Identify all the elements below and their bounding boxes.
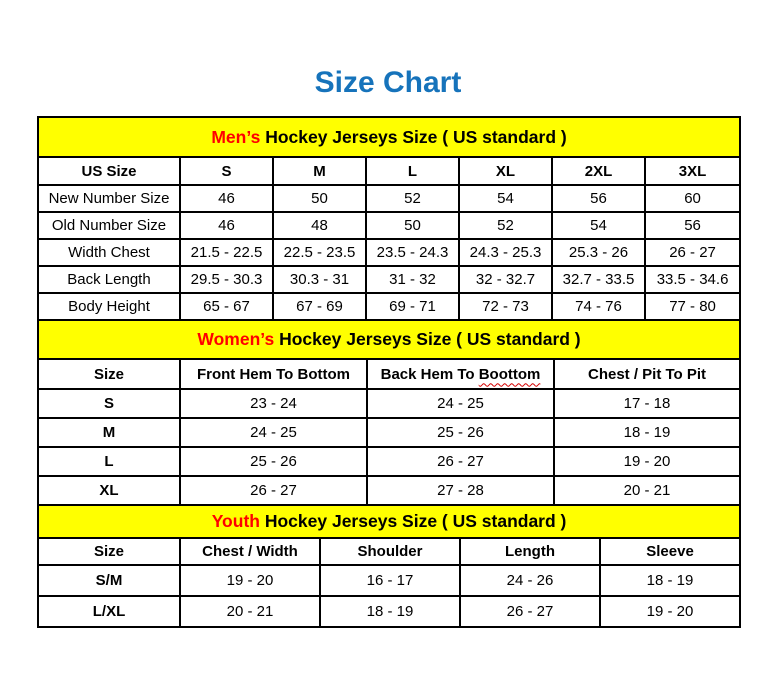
cell: 24 - 25: [180, 418, 367, 447]
cell: 31 - 32: [366, 266, 459, 293]
row-label: Width Chest: [38, 239, 180, 266]
youth-section-title-rest: Hockey Jerseys Size ( US standard ): [264, 511, 567, 531]
youth-header-chest-width: Chest / Width: [180, 538, 320, 565]
table-row: [38, 212, 740, 239]
cell: 26 - 27: [367, 447, 554, 476]
cell: 18 - 19: [600, 565, 740, 596]
womens-size-table: [37, 319, 741, 506]
cell: 23 - 24: [180, 389, 367, 418]
cell: 26 - 27: [645, 239, 740, 266]
cell: 74 - 76: [552, 293, 645, 320]
back-hem-typo-spellcheck: Boottom: [478, 365, 541, 383]
cell: 19 - 20: [554, 447, 740, 476]
youth-section-title-accent: Youth: [211, 511, 260, 531]
table-row: [38, 293, 740, 320]
womens-section-band: [38, 320, 740, 359]
youth-header-size: Size: [38, 538, 180, 565]
row-label: XL: [38, 476, 180, 505]
cell: 46: [180, 212, 273, 239]
mens-section-band: [38, 117, 740, 157]
row-label: New Number Size: [38, 185, 180, 212]
cell: 56: [645, 212, 740, 239]
cell: 16 - 17: [320, 565, 460, 596]
cell: 17 - 18: [554, 389, 740, 418]
womens-section-title-accent: Women’s: [197, 329, 275, 349]
cell: 29.5 - 30.3: [180, 266, 273, 293]
row-label: L: [38, 447, 180, 476]
cell: 20 - 21: [554, 476, 740, 505]
cell: 24 - 26: [460, 565, 600, 596]
size-chart: [37, 116, 739, 628]
table-row: [38, 239, 740, 266]
table-row: [38, 596, 740, 627]
cell: 50: [273, 185, 366, 212]
mens-size-table: [37, 116, 741, 321]
mens-header-l: L: [366, 157, 459, 185]
cell: 56: [552, 185, 645, 212]
page-title: Size Chart: [314, 66, 462, 99]
cell: 52: [366, 185, 459, 212]
cell: 19 - 20: [180, 565, 320, 596]
row-label: Body Height: [38, 293, 180, 320]
mens-header-m: M: [273, 157, 366, 185]
row-label: S/M: [38, 565, 180, 596]
womens-section-title-rest: Hockey Jerseys Size ( US standard ): [279, 329, 581, 349]
cell: 27 - 28: [367, 476, 554, 505]
cell: 25 - 26: [367, 418, 554, 447]
youth-header-shoulder: Shoulder: [320, 538, 460, 565]
cell: 46: [180, 185, 273, 212]
cell: 72 - 73: [459, 293, 552, 320]
mens-section-title-rest: Hockey Jerseys Size ( US standard ): [265, 126, 567, 147]
mens-section-title-accent: Men’s: [211, 126, 261, 147]
cell: 30.3 - 31: [273, 266, 366, 293]
womens-header-chest: Chest / Pit To Pit: [554, 359, 740, 389]
cell: 19 - 20: [600, 596, 740, 627]
mens-header-3xl: 3XL: [645, 157, 740, 185]
mens-section-title: [38, 117, 740, 157]
mens-header-2xl: 2XL: [552, 157, 645, 185]
row-label: Old Number Size: [38, 212, 180, 239]
cell: 54: [552, 212, 645, 239]
mens-header-row: [38, 157, 740, 185]
womens-header-front-hem: Front Hem To Bottom: [180, 359, 367, 389]
cell: 22.5 - 23.5: [273, 239, 366, 266]
cell: 60: [645, 185, 740, 212]
womens-section-title: [38, 320, 740, 359]
row-label: S: [38, 389, 180, 418]
cell: 18 - 19: [320, 596, 460, 627]
cell: 52: [459, 212, 552, 239]
cell: 48: [273, 212, 366, 239]
table-row: [38, 266, 740, 293]
cell: 23.5 - 24.3: [366, 239, 459, 266]
youth-header-sleeve: Sleeve: [600, 538, 740, 565]
mens-header-s: S: [180, 157, 273, 185]
womens-header-row: [38, 359, 740, 389]
mens-header-xl: XL: [459, 157, 552, 185]
cell: 24 - 25: [367, 389, 554, 418]
youth-size-table: [37, 504, 741, 628]
row-label: Back Length: [38, 266, 180, 293]
youth-section-band: [38, 505, 740, 538]
cell: 32 - 32.7: [459, 266, 552, 293]
table-row: [38, 565, 740, 596]
cell: 69 - 71: [366, 293, 459, 320]
youth-header-length: Length: [460, 538, 600, 565]
row-label: M: [38, 418, 180, 447]
table-row: [38, 418, 740, 447]
mens-header-us-size: US Size: [38, 157, 180, 185]
cell: 67 - 69: [273, 293, 366, 320]
cell: 25.3 - 26: [552, 239, 645, 266]
cell: 77 - 80: [645, 293, 740, 320]
cell: 54: [459, 185, 552, 212]
cell: 50: [366, 212, 459, 239]
cell: 18 - 19: [554, 418, 740, 447]
cell: 26 - 27: [180, 476, 367, 505]
cell: 65 - 67: [180, 293, 273, 320]
cell: 25 - 26: [180, 447, 367, 476]
cell: 32.7 - 33.5: [552, 266, 645, 293]
womens-header-size: Size: [38, 359, 180, 389]
table-row: [38, 389, 740, 418]
womens-header-back-hem: [367, 359, 554, 389]
cell: 33.5 - 34.6: [645, 266, 740, 293]
table-row: [38, 447, 740, 476]
cell: 24.3 - 25.3: [459, 239, 552, 266]
cell: 21.5 - 22.5: [180, 239, 273, 266]
back-hem-prefix: Back Hem To: [380, 365, 475, 383]
cell: 26 - 27: [460, 596, 600, 627]
row-label: L/XL: [38, 596, 180, 627]
table-row: [38, 476, 740, 505]
youth-section-title: [38, 505, 740, 538]
cell: 20 - 21: [180, 596, 320, 627]
youth-header-row: [38, 538, 740, 565]
table-row: [38, 185, 740, 212]
